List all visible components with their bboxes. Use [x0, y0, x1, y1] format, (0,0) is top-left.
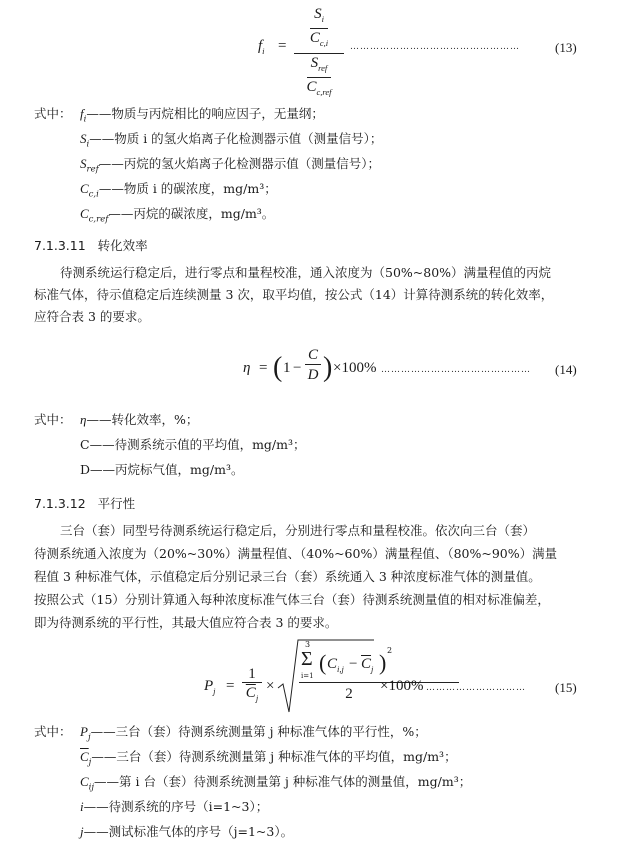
- eq13-fraction: $S_i$ $C_{c,i}$ $S_{ref}$ $C_{c,ref}$: [294, 6, 344, 101]
- eq15-leader-dots: …………………………: [426, 683, 526, 693]
- eq14-fraction: C D: [305, 346, 321, 385]
- where13-lead: 式中：: [34, 106, 72, 121]
- sec11-para-line-3: 应符合表 3 的要求。: [34, 309, 150, 324]
- eq14-one: 1: [283, 360, 291, 376]
- eq14-eta: η: [243, 360, 251, 376]
- sec11-para-line-1: 待测系统运行稳定后，进行零点和量程校准，通入浓度为（50%~80%）满量程值的丙烷: [60, 265, 552, 280]
- eq15-sum-lower: i=1: [301, 672, 314, 680]
- eq15-sum-sign: Σ: [301, 648, 313, 670]
- where15-row-1: $\overline{C}_j——$三台（套）待测系统测量第 j 种标准气体的平均值，mg/m³；: [80, 749, 457, 768]
- eq13-lhs: $f_i$: [258, 38, 265, 56]
- where14-row-1: C——待测系统示值的平均值，mg/m³；: [80, 437, 306, 452]
- where15-row-3: i——待测系统的序号（i=1~3）；: [80, 799, 269, 814]
- eq15-denominator-two: 2: [345, 686, 353, 702]
- sec12-para-line-5: 即为待测系统的平行性，其最大值应符合表 3 的要求。: [34, 615, 338, 630]
- eq15-times-100: ×100%: [380, 678, 424, 694]
- where15-row-4: j——测试标准气体的序号（j=1~3）。: [80, 824, 294, 839]
- eq15-lhs: $P_j$: [204, 678, 216, 696]
- eq14-right-paren: ): [323, 352, 333, 383]
- eq15-equals: =: [226, 678, 235, 694]
- eq15-fraction-1-over-cbar: 1 $\overline{C}_j$: [242, 666, 262, 708]
- where13-row-3: $C_{c,i}——$物质 i 的碳浓度，mg/m³；: [80, 181, 277, 200]
- eq14-equals: =: [259, 360, 268, 376]
- sec12-para-line-3: 程值 3 种标准气体，示值稳定后分别记录三台（套）系统通入 3 种浓度标准气体的测量值。: [34, 569, 541, 584]
- where15-row-0: $P_j——$三台（套）待测系统测量第 j 种标准气体的平行性，%；: [80, 724, 427, 743]
- eq15-inner-minus: −: [349, 656, 358, 672]
- where13-row-4: $C_{c,ref}——$丙烷的碳浓度，mg/m³。: [80, 206, 275, 225]
- equation-14: [243, 346, 543, 396]
- where13-row-2: $S_{ref}——$丙烷的氢火焰离子化检测器示值（测量信号）；: [80, 156, 381, 175]
- eq14-leader-dots: ………………………………………: [381, 365, 531, 375]
- eq13-equals: =: [278, 38, 287, 54]
- sec12-para-line-2: 待测系统通入浓度为（20%~30%）满量程值、（40%~60%）满量程值、（80%~90%）满量: [34, 546, 558, 561]
- section-heading-7-1-3-12: 7.1.3.12 平行性: [34, 496, 136, 511]
- where15-lead: 式中：: [34, 724, 72, 739]
- eq14-times-100: ×100%: [333, 360, 377, 376]
- eq14-left-paren: (: [273, 352, 283, 383]
- where13-row-1: $S_i——$物质 i 的氢火焰离子化检测器示值（测量信号）；: [80, 131, 383, 150]
- eq13-leader-dots: ……………………………………………: [350, 42, 520, 52]
- eq15-square: 2: [387, 646, 393, 655]
- where14-row-0: η——转化效率，%；: [80, 412, 199, 427]
- eq15-times: ×: [266, 678, 275, 694]
- sec11-para-line-2: 标准气体，待示值稳定后连续测量 3 次，取平均值，按公式（14）计算待测系统的转化效率，: [34, 287, 554, 302]
- sec12-para-line-1: 三台（套）同型号待测系统运行稳定后，分别进行零点和量程校准。依次向三台（套）: [60, 523, 536, 538]
- where15-row-2: $C_{ij}——$第 i 台（套）待测系统测量第 j 种标准气体的测量值，mg/m³；: [80, 774, 472, 793]
- where14-row-2: D——丙烷标气值，mg/m³。: [80, 462, 244, 477]
- where13-row-0: $f_i——$物质与丙烷相比的响应因子，无量纲；: [80, 106, 324, 125]
- equation-13: [258, 6, 588, 97]
- eq13-number: (13): [555, 40, 577, 55]
- eq15-sum-upper: 3: [305, 640, 311, 649]
- eq15-number: (15): [555, 680, 577, 695]
- where14-lead: 式中：: [34, 412, 72, 427]
- eq14-number: (14): [555, 362, 577, 377]
- section-heading-7-1-3-11: 7.1.3.11 转化效率: [34, 238, 148, 253]
- sec12-para-line-4: 按照公式（15）分别计算通入每种浓度标准气体三台（套）待测系统测量值的相对标准偏差，: [34, 592, 550, 607]
- eq14-minus: −: [293, 360, 302, 376]
- eq15-radicand: 3 Σ i=1 ( $C_{i,j}$ − $\overline{C}_j$ ) 2 2: [299, 642, 459, 705]
- equation-15: [204, 638, 549, 718]
